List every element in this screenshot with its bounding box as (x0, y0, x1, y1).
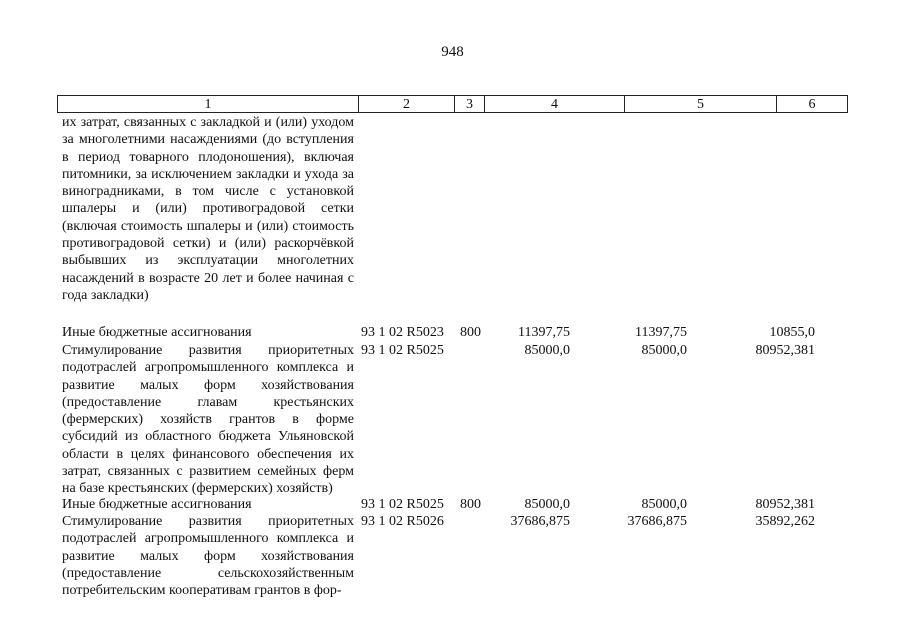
row-value-col6: 80952,381 (755, 343, 815, 358)
row-value-col6: 35892,262 (755, 514, 815, 529)
row-expense-type: 800 (460, 325, 481, 340)
row-value-col5: 85000,0 (641, 343, 687, 358)
row-value-col5: 37686,875 (627, 514, 687, 529)
row-value-col4: 85000,0 (524, 497, 570, 512)
row-value-col4: 11397,75 (518, 325, 570, 340)
column-header-2: 2 (359, 96, 455, 112)
column-header-1: 1 (58, 96, 359, 112)
row-code: 93 1 02 R5025 (361, 497, 444, 512)
table-header (57, 95, 848, 113)
column-header-4: 4 (485, 96, 625, 112)
row-value-col6: 80952,381 (755, 497, 815, 512)
row-value-col4: 85000,0 (524, 343, 570, 358)
page-number: 948 (441, 44, 464, 60)
row-description: Иные бюджетные ассигнования (62, 325, 252, 340)
row-code: 93 1 02 R5026 (361, 514, 444, 529)
column-header-3: 3 (455, 96, 485, 112)
row-description: Стимулирование развития приоритетных подотраслей агропромышленного комплекса и развитие малых форм хозяйствования (предоставление сельскохозяйственным потребительским кооперативам грантов в фор- (62, 514, 354, 599)
column-header-6: 6 (808, 97, 816, 112)
row-value-col6: 10855,0 (769, 325, 815, 340)
row-description: их затрат, связанных с закладкой и (или) уходом за многолетними насаждениями (до вступления в период товарного плодоношения), включая питомники, за исключением закладки и ухода за виноградниками, в том числе с установкой шпалеры и (или) противоградовой сетки (включая стоимость шпалеры и (или) стоимость противоградовой сетки) и (или) раскорчёвкой выбывших из эксплуатации многолетних насаждений в возрасте 20 лет и более начиная с года закладки) (62, 115, 354, 303)
row-value-col4: 37686,875 (510, 514, 570, 529)
row-description: Стимулирование развития приоритетных подотраслей агропромышленного комплекса и развитие малых форм хозяйствования (предоставление главам крестьянских (фермерских) хозяйств грантов в форме субсидий из областного бюджета Ульяновской области в целях финансового обеспечения их затрат, связанных с развитием семейных ферм на базе крестьянских (фермерских) хозяйств) (62, 343, 354, 497)
row-code: 93 1 02 R5025 (361, 343, 444, 358)
row-value-col5: 11397,75 (635, 325, 687, 340)
row-description: Иные бюджетные ассигнования (62, 497, 252, 512)
row-code: 93 1 02 R5023 (361, 325, 444, 340)
row-expense-type: 800 (460, 497, 481, 512)
column-header-5: 5 (625, 96, 777, 112)
row-value-col5: 85000,0 (641, 497, 687, 512)
